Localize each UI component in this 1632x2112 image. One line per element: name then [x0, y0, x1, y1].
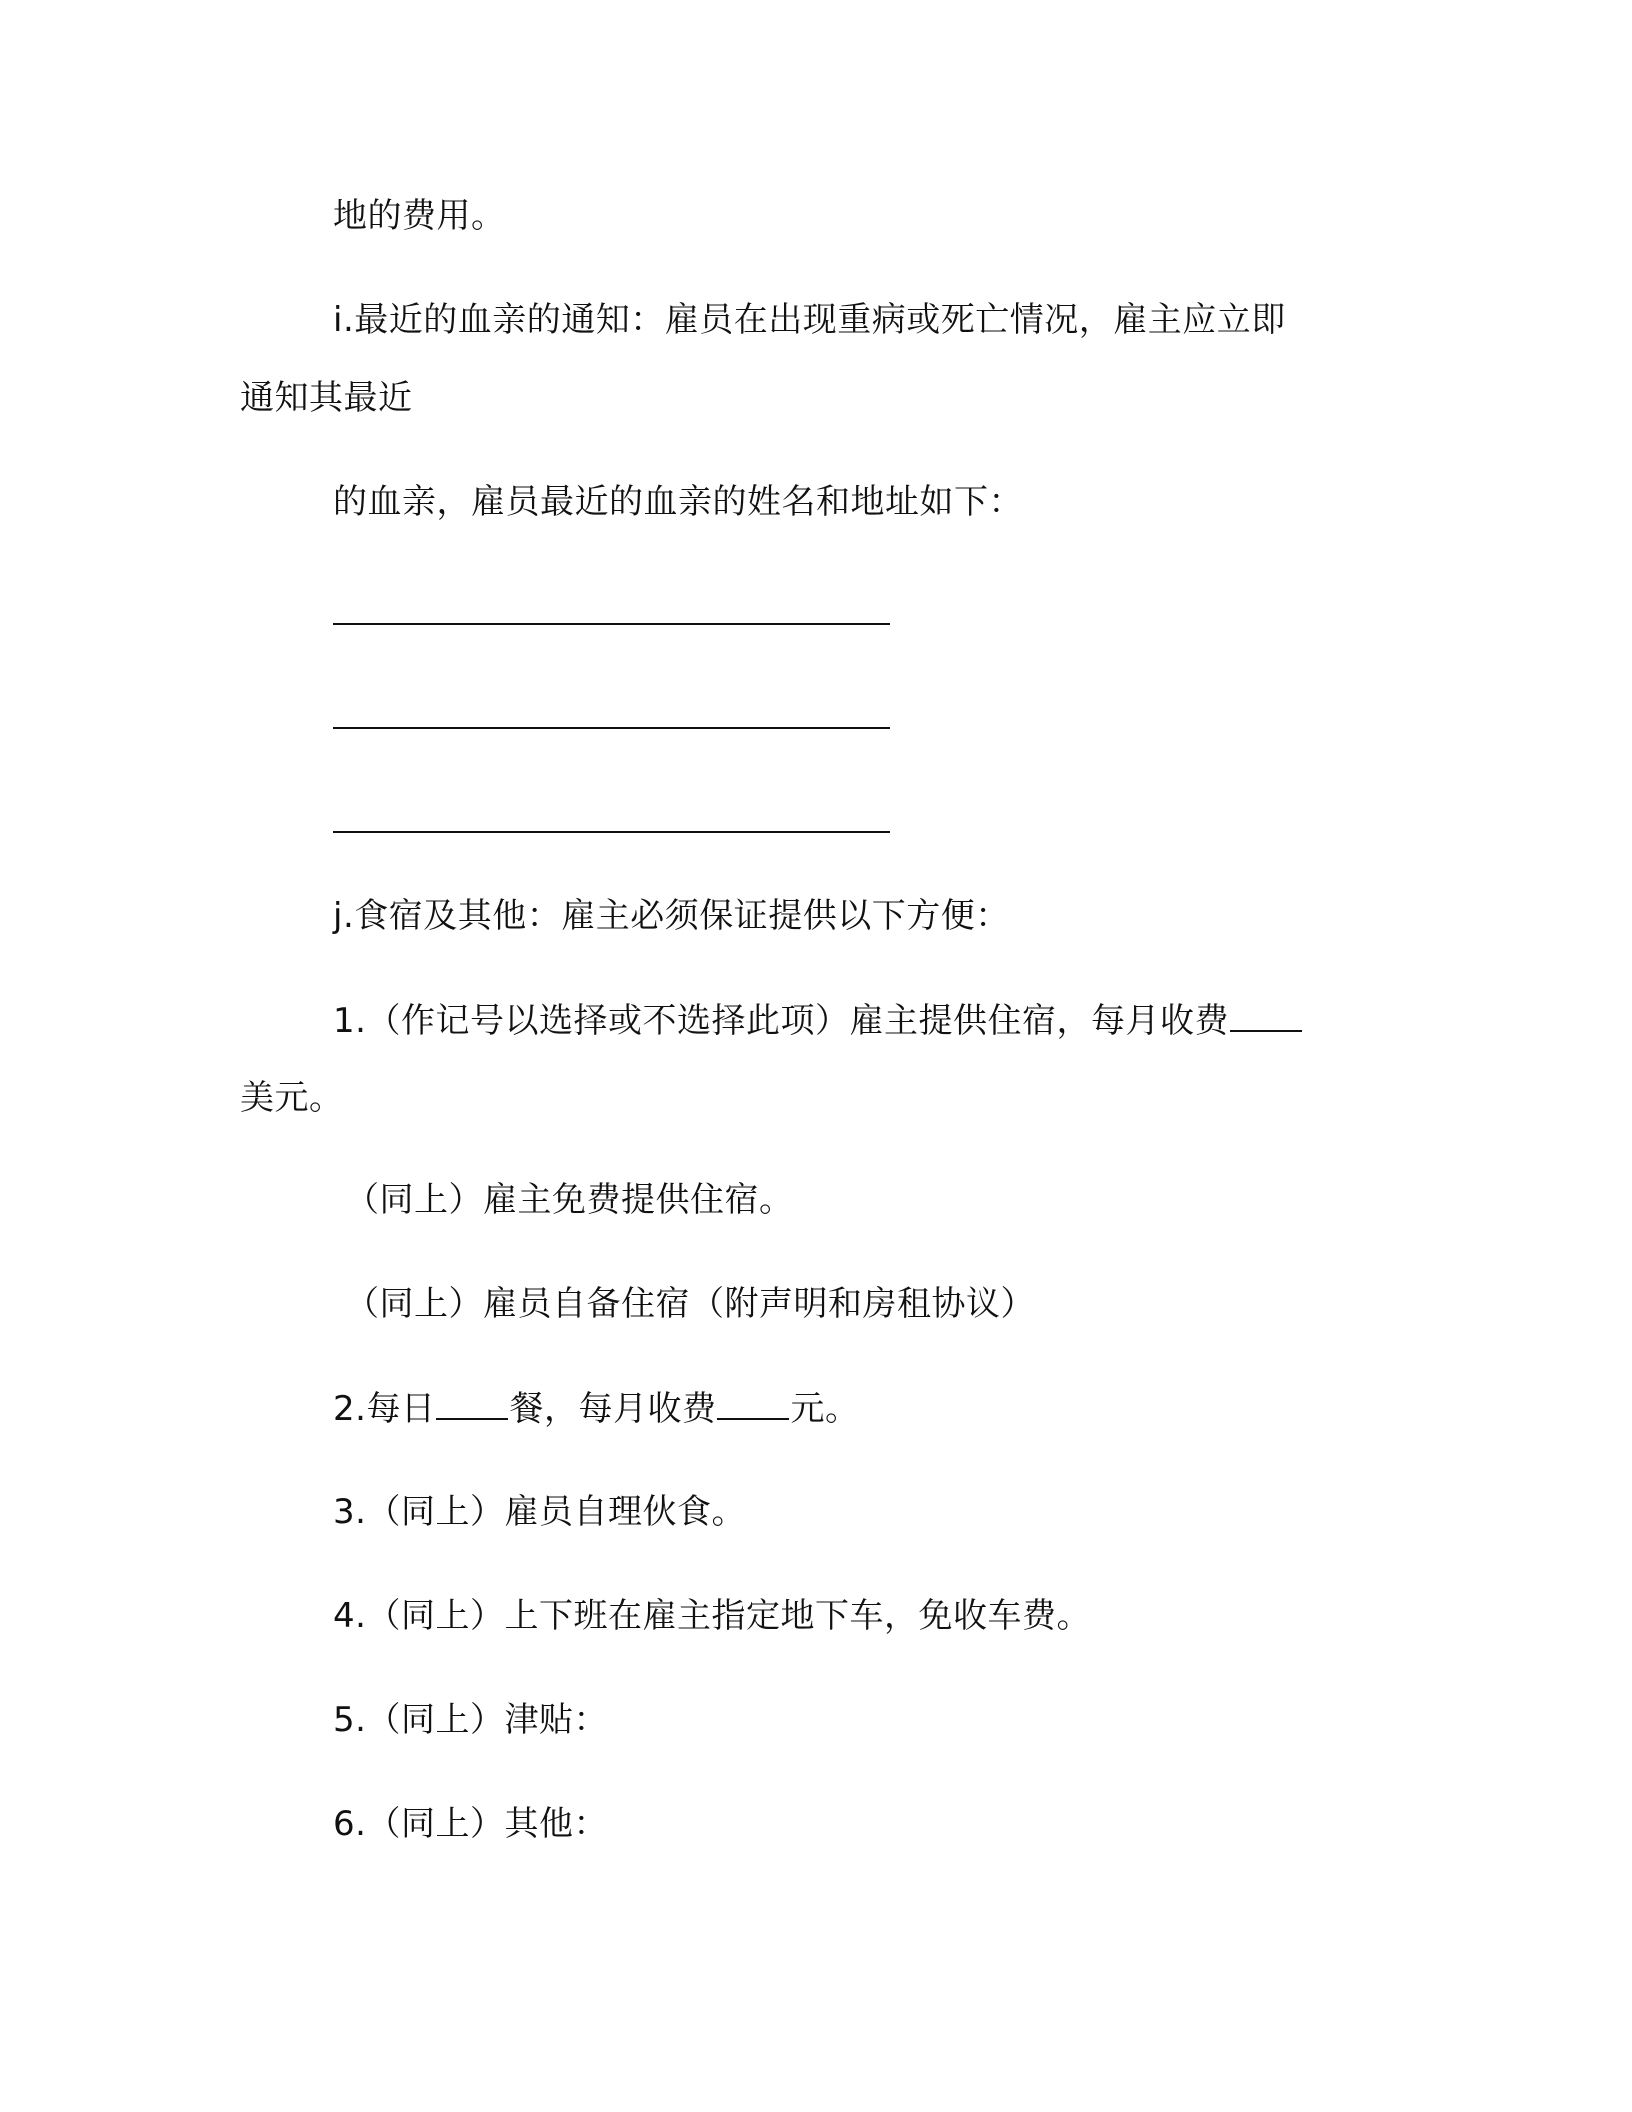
item-1-text: 1.（作记号以选择或不选择此项）雇主提供住宿，每月收费 — [333, 1001, 1229, 1041]
clause-j-heading: j.食宿及其他：雇主必须保证提供以下方便： — [333, 896, 1010, 936]
text-line: 地的费用。 — [333, 196, 506, 236]
item-2-text-a: 2.每日 — [333, 1389, 436, 1429]
text-line: 的血亲，雇员最近的血亲的姓名和地址如下： — [333, 482, 1023, 522]
item-2-line — [333, 1388, 859, 1429]
fill-in-line[interactable] — [333, 831, 890, 833]
meals-blank[interactable] — [436, 1388, 508, 1420]
text-line: （同上）雇员自备住宿（附声明和房租协议） — [345, 1284, 1035, 1324]
text-line: 4.（同上）上下班在雇主指定地下车，免收车费。 — [333, 1596, 1091, 1636]
fill-in-line[interactable] — [333, 727, 890, 729]
item-2-text-b: 餐，每月收费 — [509, 1389, 717, 1429]
fill-in-line[interactable] — [333, 623, 890, 625]
item-1-line — [333, 1000, 1303, 1041]
text-line: 通知其最近 — [240, 378, 413, 418]
clause-i-heading: i.最近的血亲的通知：雇员在出现重病或死亡情况，雇主应立即 — [333, 300, 1286, 340]
text-line: 5.（同上）津贴： — [333, 1700, 608, 1740]
fee-blank[interactable] — [1230, 1000, 1302, 1032]
text-line: （同上）雇主免费提供住宿。 — [345, 1180, 794, 1220]
text-line: 美元。 — [240, 1078, 344, 1118]
text-line: 3.（同上）雇员自理伙食。 — [333, 1492, 746, 1532]
text-line: 6.（同上）其他： — [333, 1804, 608, 1844]
meal-fee-blank[interactable] — [717, 1388, 789, 1420]
item-2-text-c: 元。 — [790, 1389, 860, 1429]
